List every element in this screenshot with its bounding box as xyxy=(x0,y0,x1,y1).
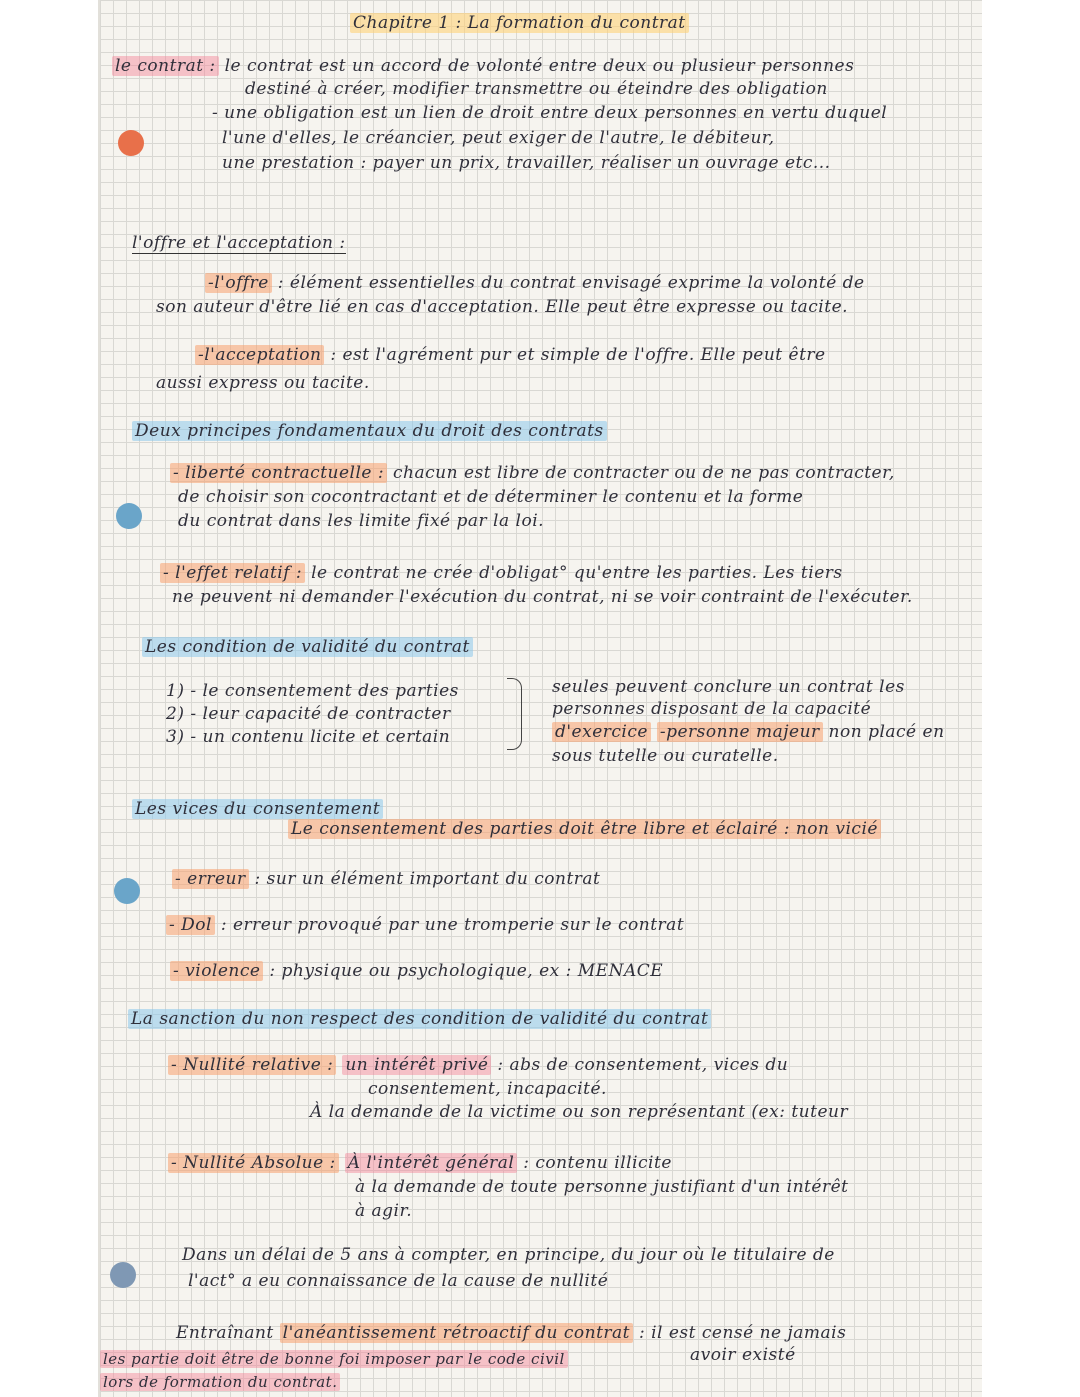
effet-line-2: ne peuvent ni demander l'exécution du contrat, ni se voir contraint de l'exécuter. xyxy=(172,587,913,607)
blue-bullet-1 xyxy=(116,503,142,529)
condition-item-2: 2) - leur capacité de contracter xyxy=(166,704,451,724)
offre-heading: l'offre et l'acceptation : xyxy=(132,233,346,253)
intro-line-4: l'une d'elles, le créancier, peut exiger de l'autre, le débiteur, xyxy=(222,128,775,148)
condition-item-1: 1) - le consentement des parties xyxy=(166,681,459,701)
orange-bullet xyxy=(118,130,144,156)
contrat-label: le contrat : xyxy=(112,56,219,76)
acceptation-line-1: -l'acceptation : est l'agrément pur et simple de l'offre. Elle peut être xyxy=(195,344,826,366)
delai-line-2: l'act° a eu connaissance de la cause de nullité xyxy=(188,1271,609,1291)
formation-line: lors de formation du contrat. xyxy=(100,1371,340,1393)
condition-item-3: 3) - un contenu licite et certain xyxy=(166,727,451,747)
principes-heading: Deux principes fondamentaux du droit des contrats xyxy=(132,420,607,442)
relative-line-1: - Nullité relative : un intérêt privé : abs de consentement, vices du xyxy=(168,1054,788,1076)
intro-line-3: - une obligation est un lien de droit entre deux personnes en vertu duquel xyxy=(212,103,888,123)
vices-heading: Les vices du consentement xyxy=(132,798,383,820)
bonne-foi-line: les partie doit être de bonne foi imposer par le code civil xyxy=(100,1348,568,1370)
delai-line-1: Dans un délai de 5 ans à compter, en principe, du jour où le titulaire de xyxy=(182,1245,835,1265)
capacite-line-3: d'exercice -personne majeur non placé en xyxy=(552,721,945,743)
page-title xyxy=(350,12,689,34)
capacite-line-1: seules peuvent conclure un contrat les xyxy=(552,677,905,697)
liberte-line-2: de choisir son cocontractant et de déterminer le contenu et la forme xyxy=(178,487,804,507)
brace xyxy=(507,678,522,750)
absolue-line-2: à la demande de toute personne justifiant d'un intérêt xyxy=(355,1177,849,1197)
acceptation-line-2: aussi express ou tacite. xyxy=(156,373,370,393)
erreur-line: - erreur : sur un élément important du contrat xyxy=(172,868,600,890)
sanction-heading: La sanction du non respect des condition de validité du contrat xyxy=(128,1008,711,1030)
liberte-line-3: du contrat dans les limite fixé par la loi. xyxy=(178,511,545,531)
intro-line-2: destiné à créer, modifier transmettre ou éteindre des obligation xyxy=(245,79,828,99)
title-text: Chapitre 1 : La formation du contrat xyxy=(350,13,689,33)
capacite-line-4: sous tutelle ou curatelle. xyxy=(552,746,779,766)
relative-line-3: À la demande de la victime ou son représentant (ex: tuteur xyxy=(310,1102,849,1122)
capacite-line-2: personnes disposant de la capacité xyxy=(552,699,872,719)
offre-line-2: son auteur d'être lié en cas d'acceptation. Elle peut être expresse ou tacite. xyxy=(156,297,849,317)
effet-line-1: - l'effet relatif : le contrat ne crée d'obligat° qu'entre les parties. Les tiers xyxy=(160,562,843,584)
absolue-line-1: - Nullité Absolue : À l'intérêt général : contenu illicite xyxy=(168,1152,672,1174)
offre-line-1: -l'offre : élément essentielles du contrat envisagé exprime la volonté de xyxy=(205,272,865,294)
intro-line-1: le contrat : le contrat est un accord de volonté entre deux ou plusieur personnes xyxy=(112,55,854,77)
notebook-page xyxy=(100,0,982,1397)
conditions-heading: Les condition de validité du contrat xyxy=(142,636,473,658)
relative-line-2: consentement, incapacité. xyxy=(368,1079,607,1099)
absolue-line-3: à agir. xyxy=(355,1201,413,1221)
avoir-existe-line: avoir existé xyxy=(690,1345,796,1365)
entrainant-line: Entraînant l'anéantissement rétroactif du contrat : il est censé ne jamais xyxy=(176,1323,847,1343)
dol-line: - Dol : erreur provoqué par une tromperie sur le contrat xyxy=(166,914,684,936)
intro-line-5: une prestation : payer un prix, travailler, réaliser un ouvrage etc... xyxy=(222,153,831,173)
violence-line: - violence : physique ou psychologique, ex : MENACE xyxy=(170,960,663,982)
grey-blue-bullet xyxy=(110,1262,136,1288)
liberte-line-1: - liberté contractuelle : chacun est libre de contracter ou de ne pas contracter, xyxy=(170,462,895,484)
blue-bullet-2 xyxy=(114,878,140,904)
vices-subline: Le consentement des parties doit être libre et éclairé : non vicié xyxy=(288,818,881,840)
